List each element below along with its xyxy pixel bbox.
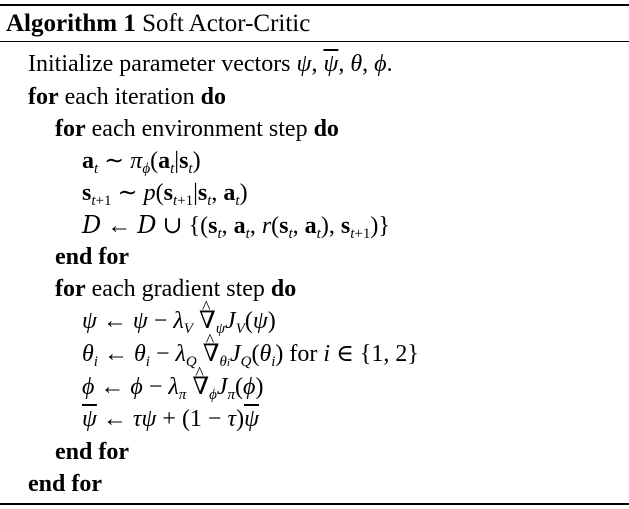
- for-env-text: each environment step: [91, 116, 308, 142]
- keyword-for: for: [55, 276, 86, 302]
- line-end-for-gradient: end for: [55, 439, 129, 465]
- line-end-for-env: end for: [55, 244, 129, 270]
- line-sample-state: $s_{t+1}$ ∼ $p(s_{t+1}|s_t$, $a_t$): [82, 180, 248, 209]
- line-for-gradient-step: [55, 274, 296, 304]
- keyword-for: for: [55, 116, 86, 142]
- keyword-do: do: [313, 116, 339, 142]
- header-rule: [0, 41, 629, 42]
- line-replay-buffer: D ← D ∪ {($s_t$, $a_t$, $r(s_t$, $a_t$), $s_{t+1}$)}: [82, 211, 390, 242]
- line-update-psibar: $\overline{\psi}$ ← $\tau\psi + (1 - \tau)\overline{\psi}$: [82, 406, 259, 432]
- line-for-iteration: [28, 82, 226, 112]
- algorithm-name: Soft Actor-Critic: [142, 10, 311, 37]
- line-update-psi: ψ ← $\psi - \lambda_V$ ^ $\nabla_\psi J_V(\psi)$: [82, 306, 276, 344]
- line-for-env-step: [55, 114, 339, 144]
- line-update-phi: ϕ ← $\phi - \lambda_\pi$ ^ $\nabla_\phi J_\pi(\phi)$: [82, 372, 263, 410]
- for-iteration-text: each iteration: [64, 84, 195, 110]
- algorithm-label: Algorithm 1: [6, 10, 136, 37]
- keyword-do: do: [270, 276, 297, 302]
- algorithm-title: [6, 8, 310, 40]
- line-update-theta: $\theta_i$ ← $\theta_i - \lambda_Q$ ^ $\nabla_{\theta i}J_Q(\theta_i)$ for i ∈ {1, 2}: [82, 339, 419, 378]
- top-rule: [0, 4, 629, 6]
- line-initialize: Initialize parameter vectors ψ, $\overline{\psi}$, θ, ϕ.: [28, 51, 393, 77]
- line-sample-action: $a_t$ ∼ $\pi_\phi(a_t|s_t)$: [82, 148, 201, 177]
- keyword-for: for: [28, 84, 59, 110]
- keyword-do: do: [200, 84, 226, 110]
- for-grad-text: each gradient step: [91, 276, 265, 302]
- bottom-rule: [0, 503, 629, 505]
- line-end-for-iteration: end for: [28, 471, 102, 497]
